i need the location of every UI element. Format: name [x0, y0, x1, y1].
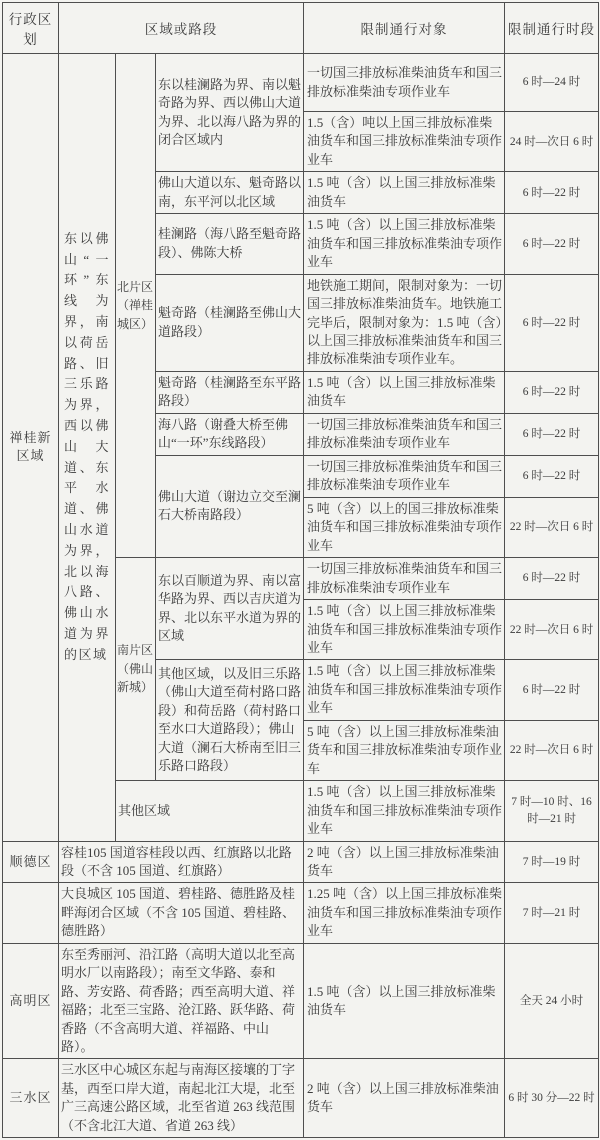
hours-cell: 全天 24 小时	[505, 943, 599, 1059]
hours-cell: 22 时—次日 6 时	[505, 600, 599, 660]
area-cell: 海八路（谢叠大桥至佛山“一环”东线路段）	[156, 413, 304, 455]
vehicles-cell: 1.5 吨（含）以上国三排放标准柴油货车和国三排放标准柴油专项作业车	[304, 214, 505, 274]
header-area-or-road: 区域或路段	[59, 3, 304, 54]
header-restricted-hours: 限制通行时段	[505, 3, 599, 54]
district-cell: 三水区	[3, 1059, 59, 1138]
hours-cell: 6 时—22 时	[505, 274, 599, 371]
hours-cell: 7 时—21 时	[505, 883, 599, 943]
area-cell: 佛山大道（谢边立交至澜石大桥南路段）	[156, 455, 304, 557]
district-cell: 顺德区	[3, 841, 59, 883]
hours-cell: 22 时—次日 6 时	[505, 720, 599, 780]
vehicles-cell: 1.5 吨（含）以上国三排放标准柴油货车和国三排放标准柴油专项作业车	[304, 600, 505, 660]
vehicles-cell: 一切国三排放标准柴油货车和国三排放标准柴油专项作业车	[304, 455, 505, 497]
table-row	[3, 841, 599, 883]
vehicles-cell: 1.5 吨（含）以上国三排放标准柴油货车	[304, 943, 505, 1059]
hours-cell: 7 时—19 时	[505, 841, 599, 883]
vehicles-cell: 2 吨（含）以上国三排放标准柴油货车	[304, 841, 505, 883]
hours-cell: 22 时—次日 6 时	[505, 497, 599, 557]
header-admin-division: 行政区划	[3, 3, 59, 54]
vehicles-cell: 1.5 吨（含）以上国三排放标准柴油货车和国三排放标准柴油专项作业车	[304, 781, 505, 841]
vehicles-cell: 1.5（含）吨以上国三排放标准柴油货车和国三排放标准柴油专项作业车	[304, 112, 505, 172]
area-cell: 东以百顺道为界、南以富华路为界、西以吉庆道为界、北以东平水道为界的区域	[156, 558, 304, 660]
hours-cell: 6 时—22 时	[505, 172, 599, 214]
area-cell: 三水区中心城区东起与南海区接壤的丁字基，西至口岸大道，南起北江大堤，北至广三高速公路区域，北至省道 263 线范围（不含北江大道、省道 263 线）	[59, 1059, 304, 1138]
hours-cell: 6 时—22 时	[505, 558, 599, 600]
zone-cell-north: 北片区（禅桂城区）	[116, 54, 156, 558]
table-row	[3, 1059, 599, 1138]
vehicles-cell: 1.5 吨（含）以上国三排放标准柴油货车	[304, 172, 505, 214]
area-cell: 大良城区 105 国道、碧桂路、德胜路及桂畔海闭合区域（不含 105 国道、碧桂路、德胜路）	[59, 883, 304, 943]
hours-cell: 24 时—次日 6 时	[505, 112, 599, 172]
header-restricted-vehicles: 限制通行对象	[304, 3, 505, 54]
area-cell: 东至秀丽河、沿江路（高明大道以北至高明水厂以南路段）；南至文华路、泰和路、芳安路、荷香路；西至高明大道、祥福路；北至三宝路、沧江路、跃华路、荷香路（不含高明大道、祥福路、中山路）。	[59, 943, 304, 1059]
hours-cell: 6 时—24 时	[505, 54, 599, 112]
hours-cell: 6 时—22 时	[505, 660, 599, 720]
hours-cell: 6 时—22 时	[505, 413, 599, 455]
table-header-row	[3, 3, 599, 54]
boundary-cell: 东以佛山“一环”东线为界，南以荷岳路、旧三乐路为界，西以佛山大道、东平水道、佛山水道为界，北以海八路、佛山水道为界的区域	[59, 54, 116, 842]
district-cell: 禅桂新区域	[3, 54, 59, 842]
vehicles-cell: 一切国三排放标准柴油货车和国三排放标准柴油专项作业车	[304, 54, 505, 112]
table-row	[3, 943, 599, 1059]
area-cell: 容桂105 国道容桂段以西、红旗路以北路段（不含 105 国道、红旗路）	[59, 841, 304, 883]
area-cell: 魁奇路（桂澜路至东平路路段）	[156, 371, 304, 413]
hours-cell: 6 时 30 分—22 时	[505, 1059, 599, 1138]
vehicles-cell: 一切国三排放标准柴油货车和国三排放标准柴油专项作业车	[304, 413, 505, 455]
area-cell: 东以桂澜路为界、南以魁奇路为界、西以佛山大道为界、北以海八路为界的闭合区域内	[156, 54, 304, 172]
table-row	[3, 883, 599, 943]
vehicles-cell: 1.25 吨（含）以上国三排放标准柴油货车和国三排放标准柴油专项作业车	[304, 883, 505, 943]
area-cell: 桂澜路（海八路至魁奇路段）、佛陈大桥	[156, 214, 304, 274]
district-cell: 高明区	[3, 943, 59, 1059]
vehicles-cell: 2 吨（含）以上国三排放标准柴油货车	[304, 1059, 505, 1138]
zone-cell-south: 南片区（佛山新城）	[116, 558, 156, 781]
area-cell: 其他区域	[116, 781, 304, 841]
district-cell-empty	[3, 883, 59, 943]
hours-cell: 6 时—22 时	[505, 455, 599, 497]
vehicles-cell: 地铁施工期间，限制对象为：一切国三排放标准柴油货车。地铁施工完毕后，限制对象为：1.5 吨（含）以上国三排放标准柴油货车和国三排放标准柴油专项作业车。	[304, 274, 505, 371]
vehicles-cell: 5 吨（含）以上国三排放标准柴油货车和国三排放标准柴油专项作业车	[304, 720, 505, 780]
hours-cell: 6 时—22 时	[505, 214, 599, 274]
traffic-restriction-table	[2, 2, 599, 1138]
area-cell: 魁奇路（桂澜路至佛山大道路段）	[156, 274, 304, 371]
hours-cell: 7 时—10 时、16 时—21 时	[505, 781, 599, 841]
area-cell: 佛山大道以东、魁奇路以南，东平河以北区域	[156, 172, 304, 214]
hours-cell: 6 时—22 时	[505, 371, 599, 413]
vehicles-cell: 一切国三排放标准柴油货车和国三排放标准柴油专项作业车	[304, 558, 505, 600]
vehicles-cell: 1.5 吨（含）以上国三排放标准柴油货车	[304, 371, 505, 413]
table-row	[3, 54, 599, 112]
area-cell: 其他区域，以及旧三乐路（佛山大道至荷村路口路段）和荷岳路（荷村路口至水口大道路段）；佛山大道（澜石大桥南至旧三乐路口路段）	[156, 660, 304, 781]
vehicles-cell: 5 吨（含）以上的国三排放标准柴油货车和国三排放标准柴油专项作业车	[304, 497, 505, 557]
vehicles-cell: 1.5 吨（含）以上国三排放标准柴油货车和国三排放标准柴油专项作业车	[304, 660, 505, 720]
